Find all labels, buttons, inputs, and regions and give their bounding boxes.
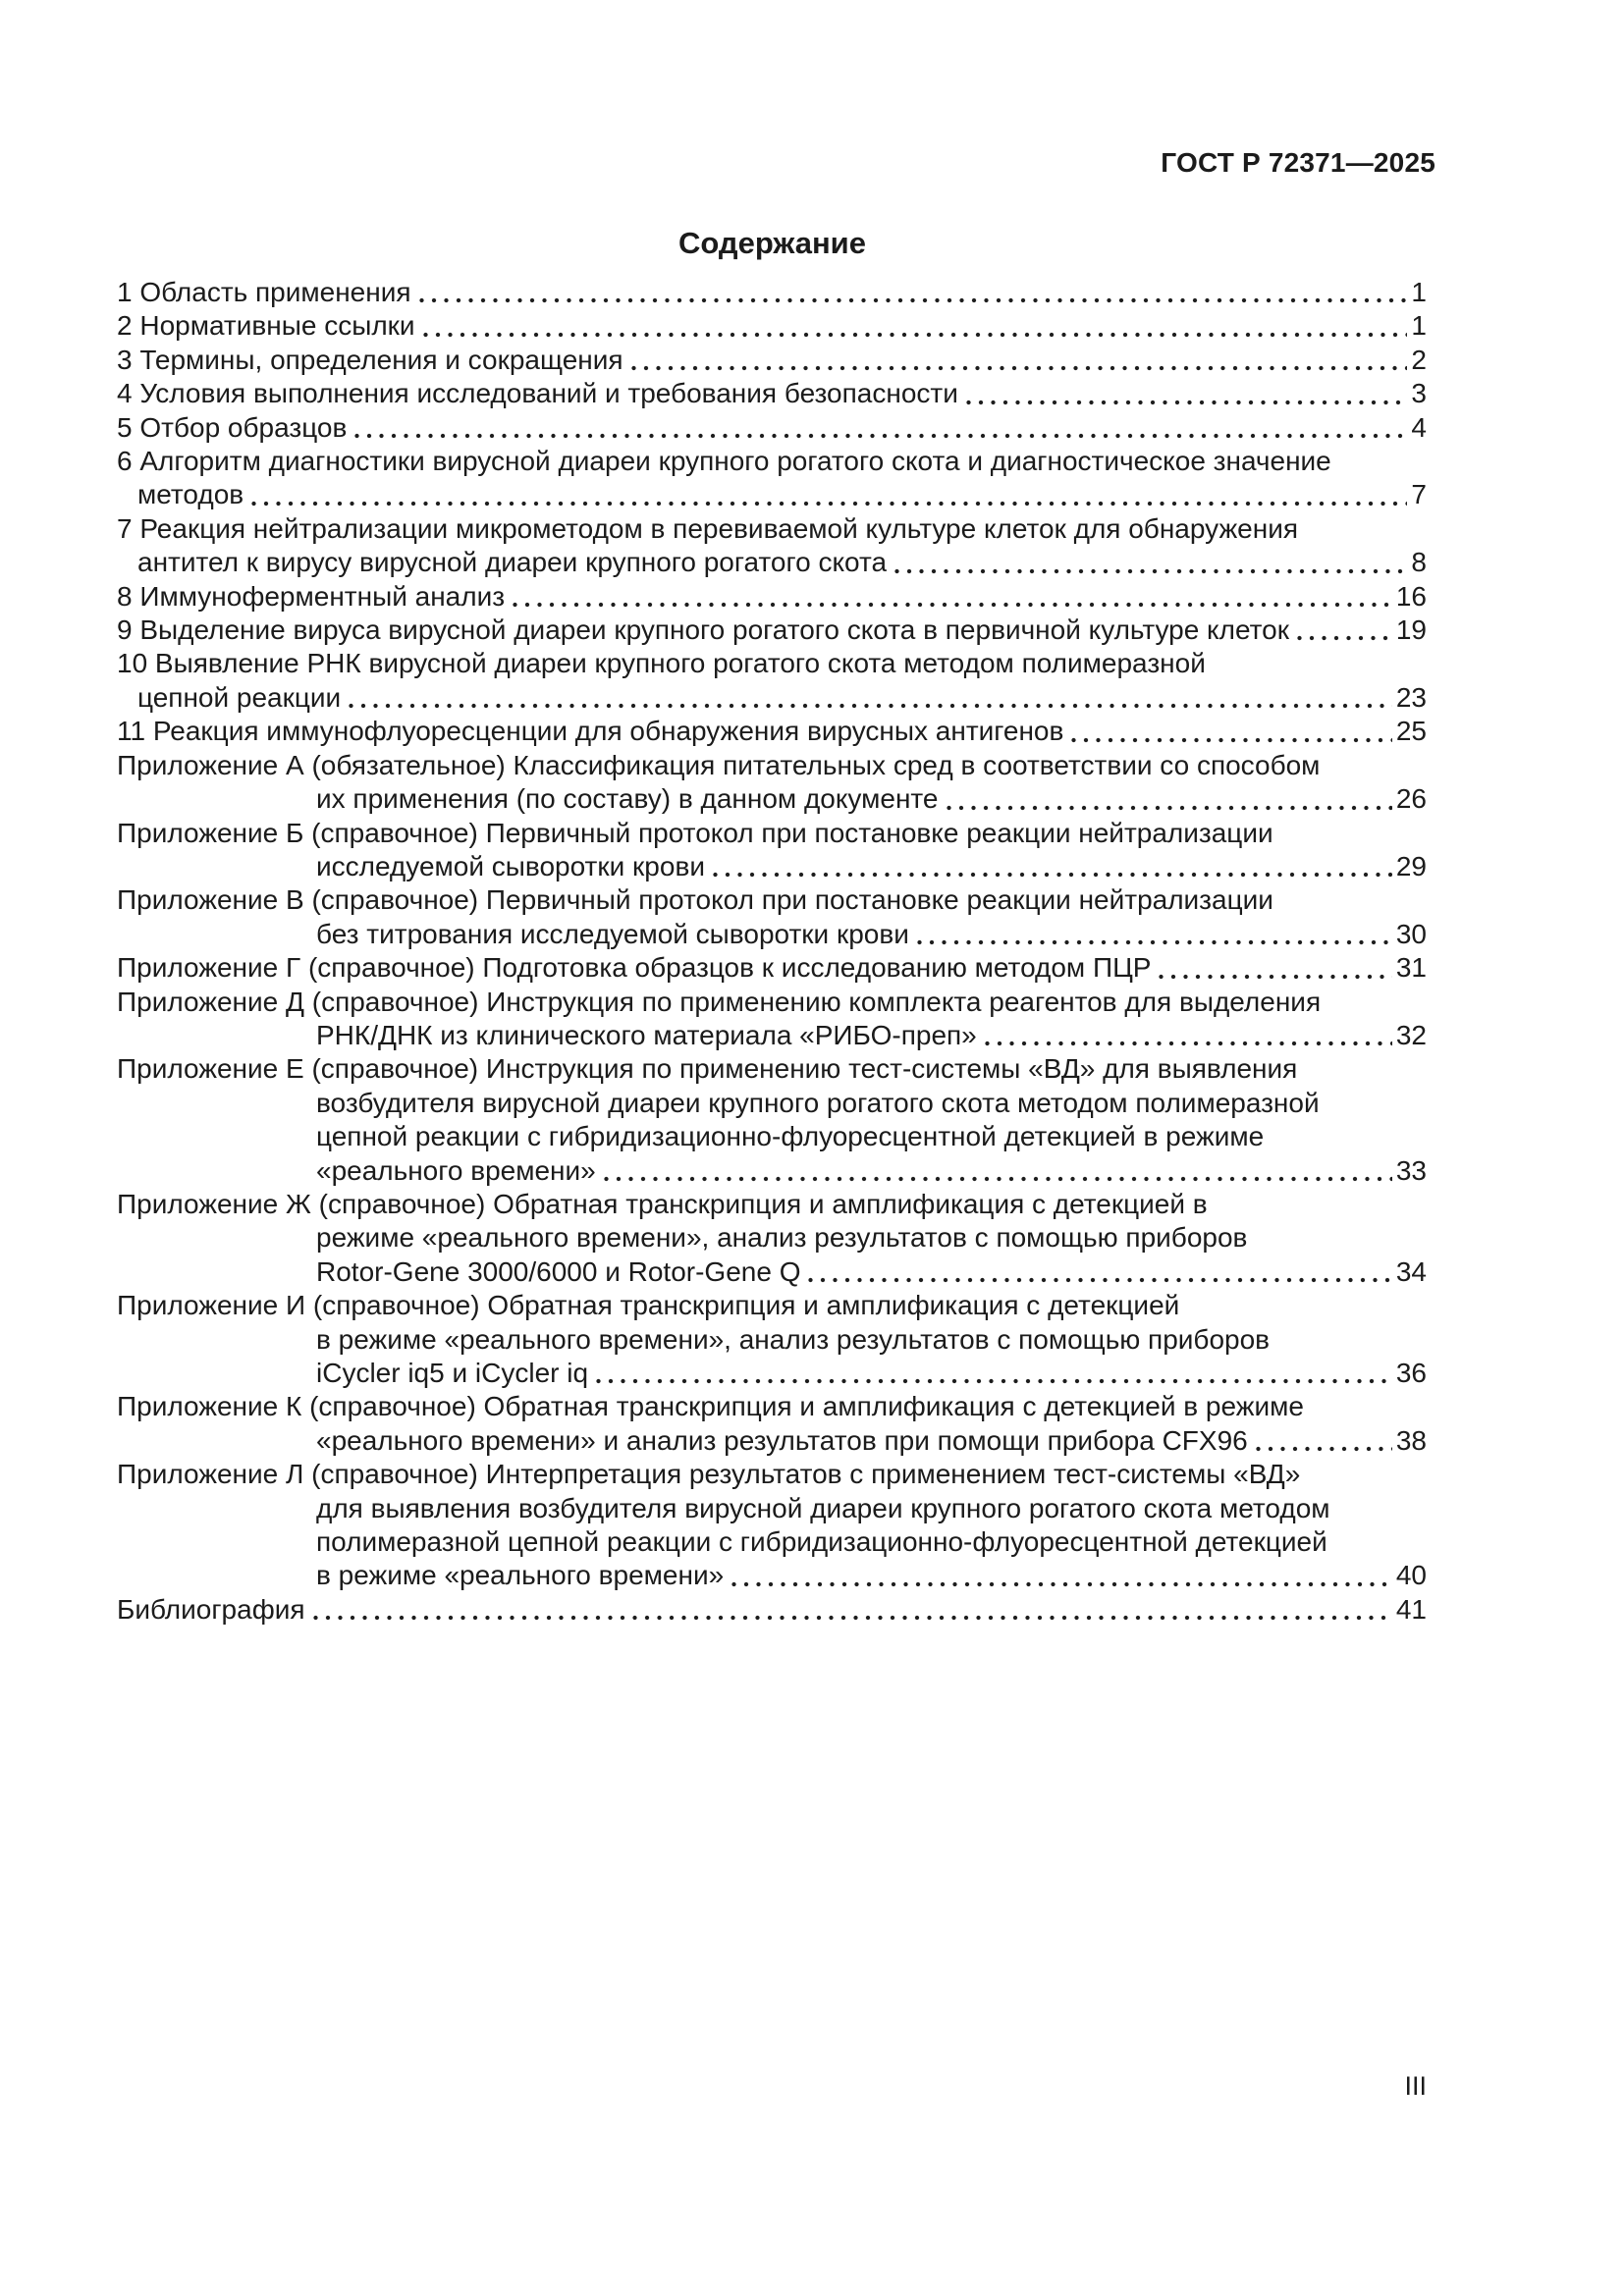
toc-line bbox=[117, 647, 1427, 680]
toc-entry bbox=[117, 1188, 1427, 1289]
dot-leader-icon bbox=[985, 1041, 1392, 1052]
dot-leader-icon bbox=[596, 1378, 1392, 1390]
toc-entry-text: Приложение Б (справочное) Первичный протокол при постановке реакции нейтрализации bbox=[117, 817, 1273, 848]
dot-leader-icon bbox=[1159, 974, 1391, 986]
toc-entry bbox=[117, 1289, 1427, 1390]
toc-entry-text: 3 Термины, определения и сокращения bbox=[117, 344, 623, 375]
toc-page-number: 1 bbox=[1411, 277, 1427, 307]
toc-entry bbox=[117, 445, 1427, 512]
toc-line bbox=[117, 1289, 1427, 1322]
toc-line bbox=[117, 986, 1427, 1019]
toc-page-number: 3 bbox=[1411, 378, 1427, 409]
standard-number: ГОСТ Р 72371—2025 bbox=[1161, 147, 1435, 178]
toc-page-number: 38 bbox=[1395, 1424, 1427, 1456]
dot-leader-icon bbox=[713, 872, 1392, 883]
dot-leader-icon bbox=[808, 1277, 1391, 1289]
toc-page-number: 41 bbox=[1395, 1593, 1427, 1625]
toc-page-number: 4 bbox=[1411, 411, 1427, 443]
toc-line bbox=[117, 309, 1427, 343]
toc-entry-text: Приложение Е (справочное) Инструкция по применению тест-системы «ВД» для выявления bbox=[117, 1053, 1298, 1085]
toc-entry bbox=[117, 614, 1427, 647]
dot-leader-icon bbox=[349, 703, 1392, 715]
toc-entry-text: «реального времени» и анализ результатов при помощи прибора CFX96 bbox=[316, 1424, 1248, 1456]
toc-entry-text: 1 Область применения bbox=[117, 277, 411, 307]
toc-entry-text: Библиография bbox=[117, 1593, 305, 1625]
toc-entry-text: Приложение В (справочное) Первичный протокол при постановке реакции нейтрализации bbox=[117, 884, 1273, 916]
toc-line bbox=[117, 1052, 1427, 1086]
toc-line bbox=[117, 445, 1427, 478]
toc-entry-text: 10 Выявление РНК вирусной диареи крупного рогатого скота методом полимеразной bbox=[117, 648, 1206, 679]
toc-entry-text: Приложение Ж (справочное) Обратная транскрипция и амплификация с детекцией в bbox=[117, 1188, 1208, 1219]
dot-leader-icon bbox=[419, 297, 1408, 309]
toc-entry-text: антител к вирусу вирусной диареи крупного рогатого скота bbox=[137, 547, 888, 578]
dot-leader-icon bbox=[251, 501, 1407, 512]
toc-entry bbox=[117, 344, 1427, 377]
toc-entry-text: 2 Нормативные ссылки bbox=[117, 310, 415, 342]
toc-entry-text: Приложение А (обязательное) Классификация питательных сред в соответствии со способом bbox=[117, 749, 1321, 780]
toc-line bbox=[117, 1221, 1427, 1255]
toc-entry bbox=[117, 647, 1427, 715]
toc-line bbox=[117, 512, 1427, 546]
toc-page-number: 33 bbox=[1395, 1154, 1427, 1186]
toc-page-number: 30 bbox=[1395, 918, 1427, 949]
toc-entry-text: Приложение Г (справочное) Подготовка образцов к исследованию методом ПЦР bbox=[117, 952, 1152, 984]
toc-line bbox=[117, 344, 1427, 377]
toc-line bbox=[117, 681, 1427, 715]
toc-entry-text: для выявления возбудителя вирусной диареи крупного рогатого скота методом bbox=[316, 1492, 1330, 1523]
document-header bbox=[117, 147, 1435, 179]
toc-entry-text: исследуемой сыворотки крови bbox=[316, 850, 705, 881]
dot-leader-icon bbox=[513, 602, 1392, 614]
toc-entry-text: 5 Отбор образцов bbox=[117, 411, 348, 443]
toc-line bbox=[117, 580, 1427, 614]
toc-line bbox=[117, 478, 1427, 511]
toc-line bbox=[117, 850, 1427, 883]
dot-leader-icon bbox=[731, 1581, 1392, 1593]
toc-entry-text: цепной реакции с гибридизационно-флуоресцентной детекцией в режиме bbox=[316, 1121, 1265, 1152]
toc-entry bbox=[117, 1458, 1427, 1593]
toc-entry bbox=[117, 1052, 1427, 1188]
toc-line bbox=[117, 782, 1427, 816]
dot-leader-icon bbox=[1071, 737, 1391, 749]
toc-line bbox=[117, 1255, 1427, 1289]
toc-entry-text: Приложение Л (справочное) Интерпретация результатов с применением тест-системы «ВД» bbox=[117, 1459, 1301, 1490]
toc-entry bbox=[117, 951, 1427, 985]
toc-entry bbox=[117, 715, 1427, 748]
dot-leader-icon bbox=[631, 365, 1408, 377]
toc-page-number: 31 bbox=[1395, 952, 1427, 984]
toc-entry bbox=[117, 512, 1427, 580]
toc-line bbox=[117, 1154, 1427, 1188]
toc-page-number: 34 bbox=[1395, 1255, 1427, 1287]
toc-list bbox=[117, 276, 1427, 1627]
toc-entry-text: Приложение И (справочное) Обратная транскрипция и амплификация с детекцией bbox=[117, 1290, 1180, 1321]
toc-line bbox=[117, 1390, 1427, 1423]
toc-line bbox=[117, 1424, 1427, 1458]
toc-entry-text: Приложение К (справочное) Обратная транскрипция и амплификация с детекцией в режиме bbox=[117, 1391, 1304, 1422]
toc-entry-text: в режиме «реального времени» bbox=[316, 1560, 725, 1591]
toc-line bbox=[117, 276, 1427, 309]
dot-leader-icon bbox=[423, 332, 1408, 344]
toc-page-number: 32 bbox=[1395, 1019, 1427, 1050]
toc-line bbox=[117, 1492, 1427, 1525]
toc-entry-text: полимеразной цепной реакции с гибридизационно-флуоресцентной детекцией bbox=[316, 1526, 1327, 1558]
toc-page-number: 36 bbox=[1395, 1358, 1427, 1388]
toc-entry bbox=[117, 377, 1427, 410]
dot-leader-icon bbox=[313, 1615, 1392, 1627]
toc-page-number: 29 bbox=[1395, 850, 1427, 881]
dot-leader-icon bbox=[917, 939, 1392, 951]
toc-entry bbox=[117, 411, 1427, 445]
toc-line bbox=[117, 546, 1427, 579]
toc-entry-text: 7 Реакция нейтрализации микрометодом в перевиваемой культуре клеток для обнаружения bbox=[117, 512, 1299, 544]
dot-leader-icon bbox=[1256, 1446, 1392, 1458]
toc-page-number: 7 bbox=[1411, 479, 1427, 510]
toc-entry-text: возбудителя вирусной диареи крупного рогатого скота методом полимеразной bbox=[316, 1087, 1320, 1118]
dot-leader-icon bbox=[604, 1176, 1392, 1188]
toc-entry bbox=[117, 1593, 1427, 1627]
toc-line bbox=[117, 951, 1427, 985]
toc-line bbox=[117, 1525, 1427, 1559]
toc-entry-text: 4 Условия выполнения исследований и требования безопасности bbox=[117, 378, 958, 409]
toc-line bbox=[117, 1019, 1427, 1052]
toc-line bbox=[117, 1087, 1427, 1120]
toc-line bbox=[117, 1323, 1427, 1357]
toc-entry-text: 6 Алгоритм диагностики вирусной диареи крупного рогатого скота и диагностическое значение bbox=[117, 446, 1331, 477]
toc-line bbox=[117, 883, 1427, 917]
toc-page-number: 16 bbox=[1395, 580, 1427, 612]
toc-line bbox=[117, 918, 1427, 951]
toc-entry bbox=[117, 1390, 1427, 1458]
toc-line bbox=[117, 749, 1427, 782]
toc-entry-text: «реального времени» bbox=[316, 1154, 596, 1186]
toc-line bbox=[117, 817, 1427, 850]
toc-line bbox=[117, 1593, 1427, 1627]
dot-leader-icon bbox=[354, 433, 1407, 445]
toc-entry bbox=[117, 749, 1427, 817]
toc-line bbox=[117, 1120, 1427, 1153]
toc-line bbox=[117, 1559, 1427, 1592]
toc-entry-text: режиме «реального времени», анализ результатов с помощью приборов bbox=[316, 1222, 1248, 1254]
dot-leader-icon bbox=[966, 400, 1408, 411]
toc-entry-text: Rotor-Gene 3000/6000 и Rotor-Gene Q bbox=[316, 1255, 801, 1287]
toc-page-number: 26 bbox=[1395, 783, 1427, 815]
toc-entry-text: в режиме «реального времени», анализ результатов с помощью приборов bbox=[316, 1323, 1271, 1355]
toc-page-number: 25 bbox=[1395, 716, 1427, 747]
toc-entry bbox=[117, 817, 1427, 884]
toc-line bbox=[117, 411, 1427, 445]
dot-leader-icon bbox=[947, 805, 1392, 817]
toc-page-number: 19 bbox=[1395, 614, 1427, 646]
toc-entry-text: цепной реакции bbox=[137, 681, 342, 713]
toc-line bbox=[117, 1357, 1427, 1390]
toc-entry-text: без титрования исследуемой сыворотки крови bbox=[316, 918, 909, 949]
toc-entry-text: 11 Реакция иммунофлуоресценции для обнаружения вирусных антигенов bbox=[117, 716, 1064, 747]
toc-entry-text: методов bbox=[137, 479, 244, 510]
toc-entry-text: 9 Выделение вируса вирусной диареи крупного рогатого скота в первичной культуре клеток bbox=[117, 614, 1289, 646]
dot-leader-icon bbox=[894, 568, 1407, 580]
toc-entry bbox=[117, 986, 1427, 1053]
toc-entry-text: РНК/ДНК из клинического материала «РИБО-преп» bbox=[316, 1019, 977, 1050]
toc-entry bbox=[117, 276, 1427, 309]
toc-line bbox=[117, 715, 1427, 748]
toc-entry-text: их применения (по составу) в данном документе bbox=[316, 783, 939, 815]
toc-entry bbox=[117, 309, 1427, 343]
toc-line bbox=[117, 614, 1427, 647]
toc-line bbox=[117, 377, 1427, 410]
toc-entry-text: 8 Иммуноферментный анализ bbox=[117, 580, 506, 612]
toc-line bbox=[117, 1188, 1427, 1221]
toc-entry bbox=[117, 883, 1427, 951]
toc-page-number: 1 bbox=[1411, 310, 1427, 342]
toc-page-number: 23 bbox=[1395, 681, 1427, 713]
dot-leader-icon bbox=[1297, 635, 1392, 647]
page-number: III bbox=[1404, 2071, 1427, 2101]
toc-page-number: 8 bbox=[1411, 547, 1427, 578]
page-footer bbox=[117, 2071, 1427, 2102]
toc-entry-text: Приложение Д (справочное) Инструкция по применению комплекта реагентов для выделения bbox=[117, 986, 1322, 1017]
toc-title: Содержание bbox=[678, 226, 866, 260]
toc-entry bbox=[117, 580, 1427, 614]
toc-page-number: 2 bbox=[1411, 344, 1427, 375]
toc-entry-text: iCycler iq5 и iCycler iq bbox=[316, 1358, 589, 1388]
toc-line bbox=[117, 1458, 1427, 1491]
toc-page-number: 40 bbox=[1395, 1560, 1427, 1591]
